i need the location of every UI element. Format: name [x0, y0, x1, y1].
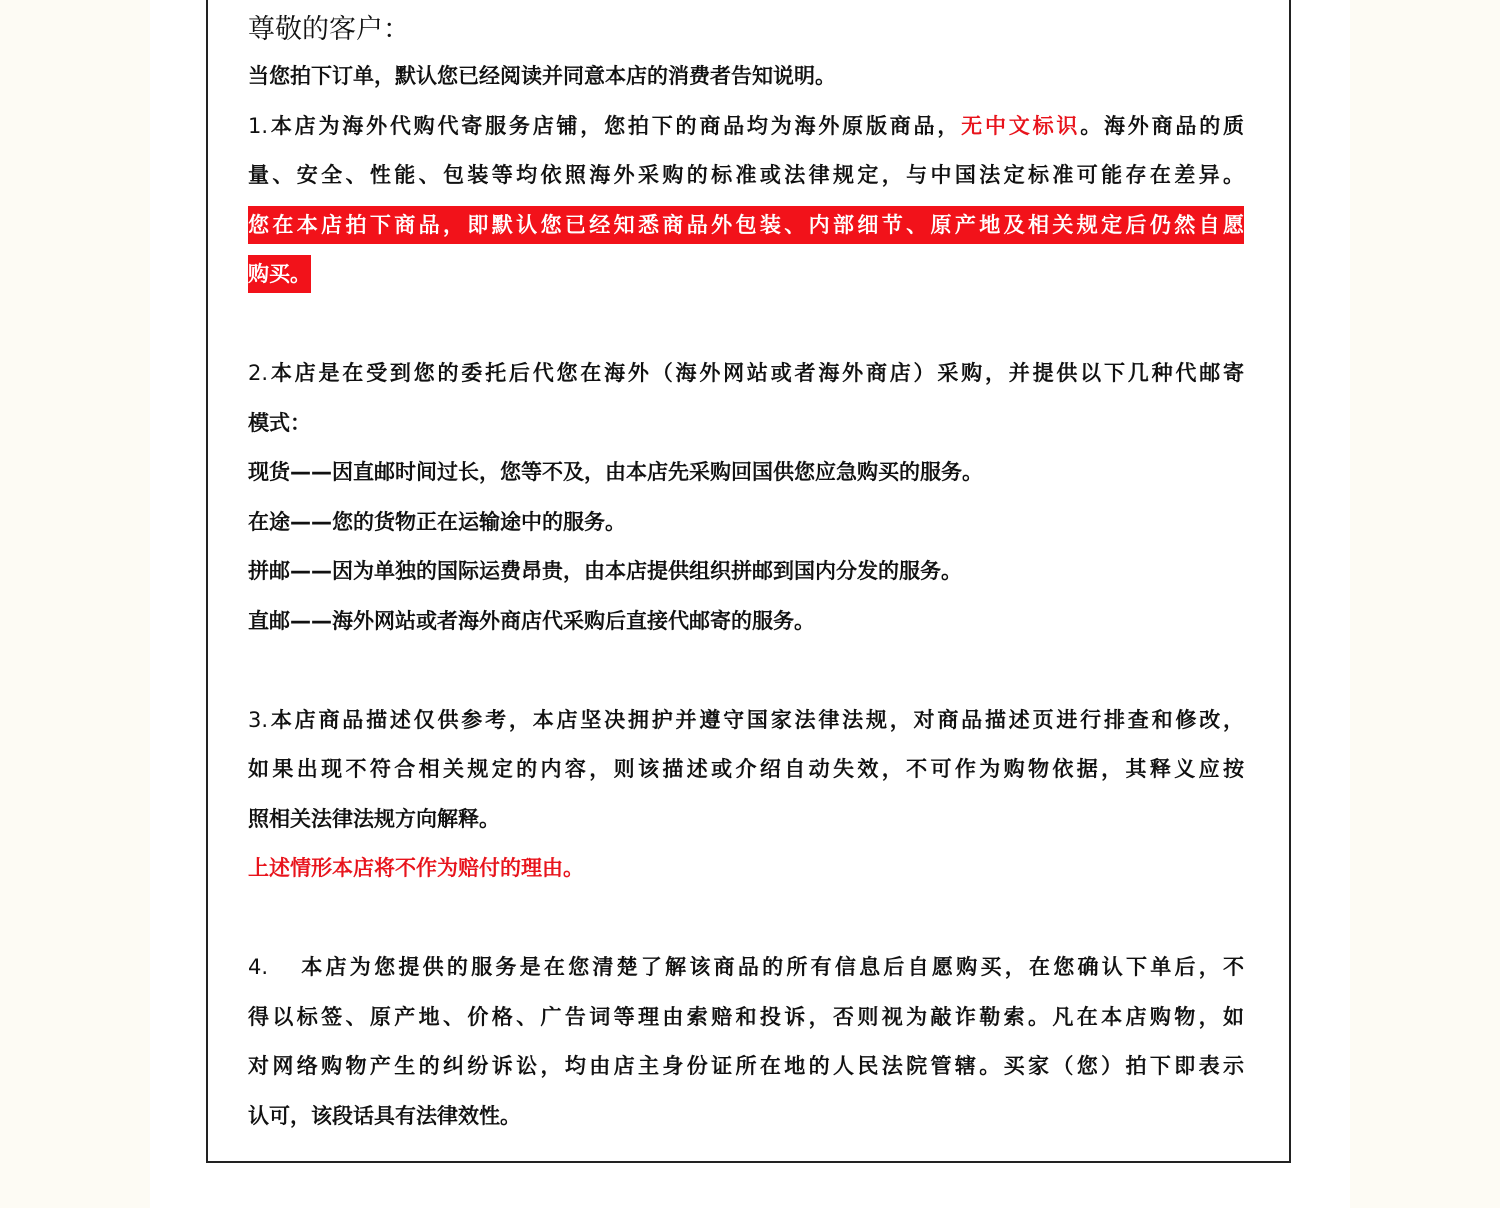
section3-line2: 如果出现不符合相关规定的内容，则该描述或介绍自动失效，不可作为购物依据，其释义应按 [248, 757, 1244, 781]
section1-number: 1. [248, 113, 269, 138]
greeting: 尊敬的客户： [248, 14, 410, 45]
section3-number: 3. [248, 707, 269, 732]
section4-line3: 对网络购物产生的纠纷诉讼，均由店主身份证所在地的人民法院管辖。买家（您）拍下即表示 [248, 1054, 1244, 1078]
section3-line3: 照相关法律法规方向解释。 [248, 806, 500, 831]
section4-line1 [248, 943, 1244, 993]
consumer-notice-document [206, 0, 1291, 1163]
spacer [248, 646, 1244, 696]
notice-content [248, 8, 1244, 1141]
section3-line1 [248, 696, 1244, 746]
section4-number: 4. [248, 955, 269, 979]
section1-highlight-line1 [248, 201, 1244, 251]
mode-combined-shipping: 拼邮——因为单独的国际运费昂贵，由本店提供组织拼邮到国内分发的服务。 [248, 559, 962, 583]
spacer [248, 300, 1244, 350]
highlight-text: 您在本店拍下商品，即默认您已经知悉商品外包装、内部细节、原产地及相关规定后仍然自愿 [248, 206, 1244, 244]
section4-line2: 得以标签、原产地、价格、广告词等理由索赔和投诉，否则视为敲诈勒索。凡在本店购物，如 [248, 1004, 1244, 1029]
section4-line4: 认可，该段话具有法律效性。 [248, 1103, 521, 1128]
section2-line1 [248, 349, 1244, 399]
section2-number: 2. [248, 361, 269, 385]
mode-in-transit: 在途——您的货物正在运输途中的服务。 [248, 509, 626, 534]
highlight-text: 购买。 [248, 255, 311, 293]
section3-text: 本店商品描述仅供参考，本店坚决拥护并遵守国家法律法规，对商品描述页进行排查和修改， [268, 707, 1244, 732]
mode-spot-stock: 现货——因直邮时间过长，您等不及，由本店先采购回国供您应急购买的服务。 [248, 460, 983, 484]
section3-red-line: 上述情形本店将不作为赔付的理由。 [248, 856, 584, 880]
section1-text-before: 本店为海外代购代寄服务店铺，您拍下的商品均为海外原版商品， [268, 113, 962, 138]
section4-text: 本店为您提供的服务是在您清楚了解该商品的所有信息后自愿购买，在您确认下单后，不 [298, 955, 1244, 979]
section2-line2: 模式： [248, 410, 311, 435]
mode-direct-shipping: 直邮——海外网站或者海外商店代采购后直接代邮寄的服务。 [248, 608, 815, 633]
section1-highlight-line2 [248, 250, 1244, 300]
intro-line: 当您拍下订单，默认您已经阅读并同意本店的消费者告知说明。 [248, 64, 836, 88]
section1-text-after: 。海外商品的质 [1080, 113, 1244, 138]
no-chinese-label-text: 无中文标识 [961, 113, 1081, 138]
section2-text: 本店是在受到您的委托后代您在海外（海外网站或者海外商店）采购，并提供以下几种代邮寄 [268, 361, 1244, 385]
section1-line1 [248, 102, 1244, 152]
spacer [248, 894, 1244, 944]
section1-line2: 量、安全、性能、包装等均依照海外采购的标准或法律规定，与中国法定标准可能存在差异。 [248, 163, 1244, 187]
